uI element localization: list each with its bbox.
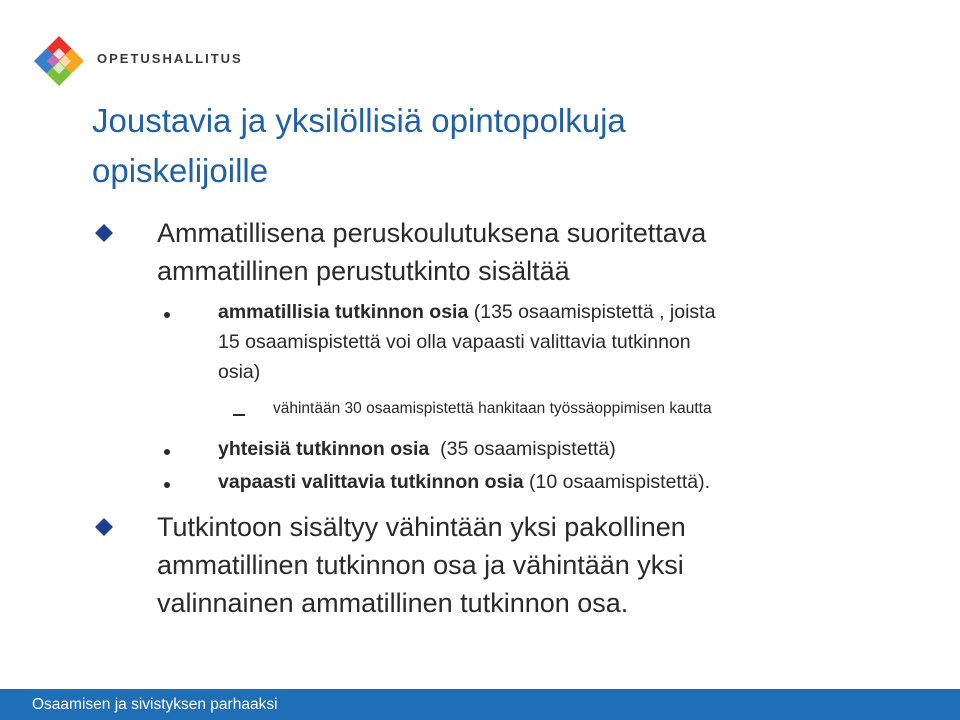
bullet-1-line-2: ammatillinen perustutkinto sisältää — [157, 256, 570, 286]
sub-sub-bullet-text: vähintään 30 osaamispistettä hankitaan työssäoppimisen kautta — [273, 400, 712, 417]
footer-text: Osaamisen ja sivistyksen parhaaksi — [32, 696, 278, 713]
sub-bullet-3-text — [218, 467, 928, 497]
sub-bullet-1-text — [218, 297, 928, 387]
opetushallitus-logo-icon — [32, 34, 86, 88]
slide-title — [92, 96, 892, 196]
bullet-2-text — [157, 508, 937, 622]
sub-bullet-1-rest: (135 osaamispistettä , joista — [468, 301, 716, 323]
sub-bullet-2-text — [218, 434, 928, 464]
bullet-2-line-1: Tutkintoon sisältyy vähintään yksi pakollinen — [157, 512, 686, 542]
dash-bullet-icon — [233, 414, 245, 416]
title-line-2: opiskelijoille — [92, 152, 269, 189]
bullet-2-line-3: valinnainen ammatillinen tutkinnon osa. — [157, 588, 629, 618]
sub-bullet-dot — [164, 312, 170, 318]
bullet-1-text — [157, 214, 937, 290]
sub-bullet-3-rest: (10 osaamispistettä). — [523, 471, 711, 493]
sub-bullet-2-bold: yhteisiä tutkinnon osia — [218, 438, 430, 460]
diamond-bullet-icon — [94, 223, 114, 243]
sub-bullet-1-line-2: 15 osaamispistettä voi olla vapaasti valittavia tutkinnon — [218, 331, 691, 353]
sub-bullet-3-bold: vapaasti valittavia tutkinnon osia — [218, 471, 524, 493]
diamond-bullet-icon — [94, 517, 114, 537]
sub-bullet-2-rest: (35 osaamispistettä) — [429, 438, 616, 460]
bullet-1-line-1: Ammatillisena peruskoulutuksena suoritettava — [157, 218, 707, 248]
sub-bullet-1-bold: ammatillisia tutkinnon osia — [218, 301, 469, 323]
logo-text: OPETUSHALLITUS — [97, 51, 243, 66]
footer-bar — [0, 689, 960, 720]
bullet-2-line-2: ammatillinen tutkinnon osa ja vähintään yksi — [157, 550, 684, 580]
sub-bullet-dot — [164, 482, 170, 488]
sub-bullet-1-line-3: osia) — [218, 361, 261, 383]
sub-bullet-dot — [164, 449, 170, 455]
title-line-1: Joustavia ja yksilöllisiä opintopolkuja — [92, 102, 626, 139]
